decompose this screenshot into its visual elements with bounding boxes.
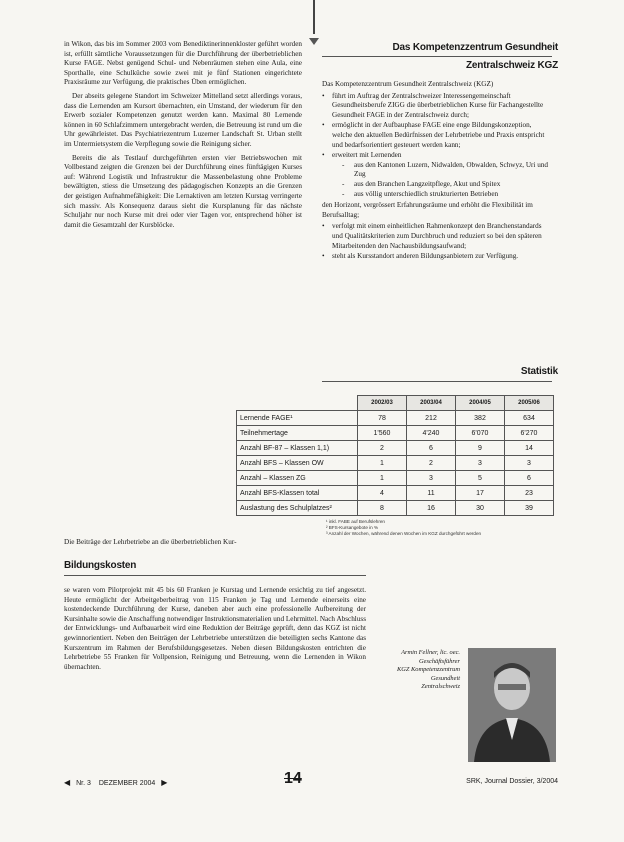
footer-publication: SRK, Journal Dossier, 3/2004 (466, 778, 558, 785)
table-row-label: Anzahl BFS-Klassen total (237, 486, 358, 501)
table-cell: 14 (505, 441, 554, 456)
table-cell: 2 (407, 456, 456, 471)
footer-left (64, 778, 167, 787)
footer-date: DEZEMBER 2004 (98, 780, 156, 787)
table-cell: 9 (456, 441, 505, 456)
table-cell: 1 (358, 471, 407, 486)
kgz-bullet-3-text: erweitert mit Lernenden (332, 151, 402, 160)
table-cell: 4 (358, 486, 407, 501)
left-column (64, 40, 302, 234)
table-cell: 8 (358, 501, 407, 516)
kgz-sub-item-1: - aus den Kantonen Luzern, Nidwalden, Obwalden, Schwyz, Uri und Zug (332, 161, 552, 180)
table-row (237, 456, 554, 471)
table-row (237, 501, 554, 516)
table-col-header: 2004/05 (456, 396, 505, 411)
kgz-bullet-list-2 (322, 222, 552, 261)
table-cell: 6'070 (456, 426, 505, 441)
bildungskosten-rule (64, 575, 366, 576)
caption-org-2: Zentralschweiz (421, 683, 460, 691)
table-row-label: Anzahl – Klassen ZG (237, 471, 358, 486)
table-cell: 78 (358, 411, 407, 426)
footer-page-number: 14 (284, 770, 302, 787)
table-row-label: Lernende FAGE¹ (237, 411, 358, 426)
table-cell: 23 (505, 486, 554, 501)
table-cell: 39 (505, 501, 554, 516)
table-cell: 3 (407, 471, 456, 486)
statistik-table (236, 395, 554, 516)
table-row-label: Auslastung des Schulplatzes² (237, 501, 358, 516)
kgz-bullet-1: • führt im Auftrag der Zentralschweizer Interessengemeinschaft Gesundheitsberufe ZIGG die überbetrieblichen Kurse für Fachangestellte Gesundheit FAGE in der Zentralschweiz durch; (322, 92, 552, 121)
table-row (237, 486, 554, 501)
footnote-1: ¹ inkl. FABE auf Berufslehren (326, 519, 385, 524)
kgz-sub-item-3: - aus völlig unterschiedlich strukturierten Betrieben (332, 190, 552, 200)
top-marker-line (313, 0, 315, 34)
table-cell: 1'560 (358, 426, 407, 441)
right-column (322, 80, 552, 264)
kgz-bullet-2: • ermöglicht in der Aufbauphase FAGE eine enge Bildungskonzeption, welche den aktuellen Bedürfnissen der Lehrbetriebe und Praxis entspricht und bedarfsorientiert gesteuert werden kann; (322, 121, 552, 150)
kgz-bullet-4: • verfolgt mit einem einheitlichen Rahmenkonzept den Branchenstandards und Qualitätskriterien zum Durchbruch und reduziert so bei den späteren Mitarbeitenden den Nachausbildungsaufwand; (322, 222, 552, 251)
top-marker-arrow-icon (309, 38, 319, 45)
table-cell: 16 (407, 501, 456, 516)
table-col-header: 2005/06 (505, 396, 554, 411)
footnote-2: ² BFS-Kursangebote in % (326, 525, 379, 530)
table-footnotes (326, 519, 481, 537)
kgz-bullet-list (322, 92, 552, 200)
statistik-rule (322, 381, 552, 382)
table-cell: 5 (456, 471, 505, 486)
table-header-row (237, 396, 554, 411)
table-cell: 634 (505, 411, 554, 426)
table-cell: 3 (505, 456, 554, 471)
table-row (237, 426, 554, 441)
table-col-header: 2003/04 (407, 396, 456, 411)
table-row-label: Anzahl BF-87 – Klassen 1,1) (237, 441, 358, 456)
table-cell: 4'240 (407, 426, 456, 441)
footer-next-arrow-icon[interactable]: ▶ (161, 778, 168, 787)
kgz-after-sub: den Horizont, vergrössert Erfahrungsräume und erhöht die Flexibilität im Berufsalltag; (322, 201, 533, 219)
left-paragraph-2: Der abseits gelegene Standort im Schweizer Mittelland setzt allerdings voraus, dass die Lernenden am Kursort übernachten, ein Umstand, der wiederum für den Erwerb sozialer Kompetenzen genutzt werden kann. Maximal 80 Lernende können in 60 Schlafzimmern untergebracht werden, die Betreuung ist rund um die Uhr gewährleistet. Das Psychiatriezentrum Luzerner Landschaft St. Urban stellt im Untermietsystem die Verpflegung sowie die Reinigung sicher. (64, 91, 302, 148)
portrait-silhouette-icon (468, 648, 556, 762)
bildungskosten-text: se waren vom Pilotprojekt mit 45 bis 60 Franken je Kurstag und Lernende ersichtig zu tief angesetzt. Heute ermöglicht der Arbeitgeberbeitrag von 115 Franken je Tag und Lernende einerseits eine kostendeckende Durchführung der Kurse, daneben aber auch eine professionelle Aufbereitung der Kursinhalte sowie die Anschaffung notwendiger Instruktionsmaterialien und Lehrmittel. Nach Abschluss der Entwicklungs- und Aufbauarbeit wird eine Reduktion der Beiträge geprüft, denn das KGZ ist nicht gewinnorientiert. Neben den Beiträgen der Lehrbetriebe unterstützen die beteiligten sechs Kantone das Kurszentrum im Rahmen der Berufsbildungsgesetzes. Neben diesen Bildungskosten entrichten die Lehrbetriebe 55 Franken für Vollpension, Reinigung und Betreuung, wenn die Lernenden in Wikon übernachten. (64, 586, 366, 671)
table-cell: 382 (456, 411, 505, 426)
bildungskosten-heading: Bildungskosten (64, 560, 137, 571)
table-row-label: Teilnehmertage (237, 426, 358, 441)
photo-caption (380, 649, 460, 692)
bildungskosten-lead: Die Beiträge der Lehrbetriebe an die überbetrieblichen Kur- (64, 538, 237, 546)
left-paragraph-3: Bereits die als Testlauf durchgeführten ersten vier Betriebswochen mit Vollbestand zeigten die Grenzen bei der Durchführung eines fünftägigen Kurses auf: Während Logistik und Infrastruktur die Massenbelastung ohne Probleme bewältigten, stiess die Umsetzung des pädagogischen Konzepts an die Grenzen der geistigen Aufnahmefähigkeit: Die Lernaktiven am letzten Kurstag verringerte sich massiv. Als Konsequenz daraus sieht die Kursplanung für das nächste Schuljahr nur noch Kurse mit drei oder vier Tagen vor, entsprechend höher ist damit die Gesamtzahl der Kursblöcke. (64, 153, 302, 229)
caption-role: Geschäftsführer (419, 657, 460, 665)
table-cell: 3 (456, 456, 505, 471)
caption-org-1: KGZ Kompetenzzentrum Gesundheit (396, 666, 460, 682)
table-cell: 6 (505, 471, 554, 486)
kgz-intro: Das Kompetenzzentrum Gesundheit Zentralschweiz (KGZ) (322, 80, 494, 88)
table-row (237, 411, 554, 426)
table-cell: 30 (456, 501, 505, 516)
kgz-bullet-3 (322, 151, 552, 199)
table-row-label: Anzahl BFS – Klassen OW (237, 456, 358, 471)
table-cell: 11 (407, 486, 456, 501)
caption-name: Armin Fellner, lic. oec. (401, 649, 460, 656)
kgz-bullet-5: • steht als Kursstandort anderen Bildungsanbietern zur Verfügung. (322, 252, 552, 262)
portrait-photo (468, 648, 556, 762)
footnote-3: ³ Anzahl der Wochen, während denen Wochen im KGZ durchgeführt werden (326, 531, 482, 536)
statistik-heading: Statistik (520, 366, 558, 377)
footer-issue: Nr. 3 (76, 780, 91, 787)
kgz-heading-line2: Zentralschweiz KGZ (466, 60, 558, 71)
table-cell: 6'270 (505, 426, 554, 441)
table-row (237, 471, 554, 486)
table-col-header: 2002/03 (358, 396, 407, 411)
kgz-heading-rule (322, 56, 552, 57)
table-cell: 2 (358, 441, 407, 456)
kgz-sub-item-2: - aus den Branchen Langzeitpflege, Akut und Spitex (332, 180, 552, 190)
table-row (237, 441, 554, 456)
table-cell: 212 (407, 411, 456, 426)
kgz-sub-list (332, 161, 552, 199)
table-corner (237, 396, 358, 411)
table-cell: 1 (358, 456, 407, 471)
table-cell: 17 (456, 486, 505, 501)
kgz-heading-line1: Das Kompetenzzentrum Gesundheit (392, 42, 558, 53)
table-cell: 6 (407, 441, 456, 456)
footer-prev-arrow-icon[interactable]: ◀ (64, 778, 71, 787)
left-paragraph-1: in Wikon, das bis im Sommer 2003 vom Benediktinerinnenkloster geführt worden ist, erfüllt sämtliche Voraussetzungen für die Durchführung der überbetrieblichen Kurse FAGE. Nebst genügend Schul- und Nebenräumen stehen eine Aula, eine Sporthalle, eine Schulküche sowie zwei mit je fünf Stationen eingerichtete Praxisräume zur Verfügung, die praktisches Üben ermöglichen. (64, 40, 302, 87)
